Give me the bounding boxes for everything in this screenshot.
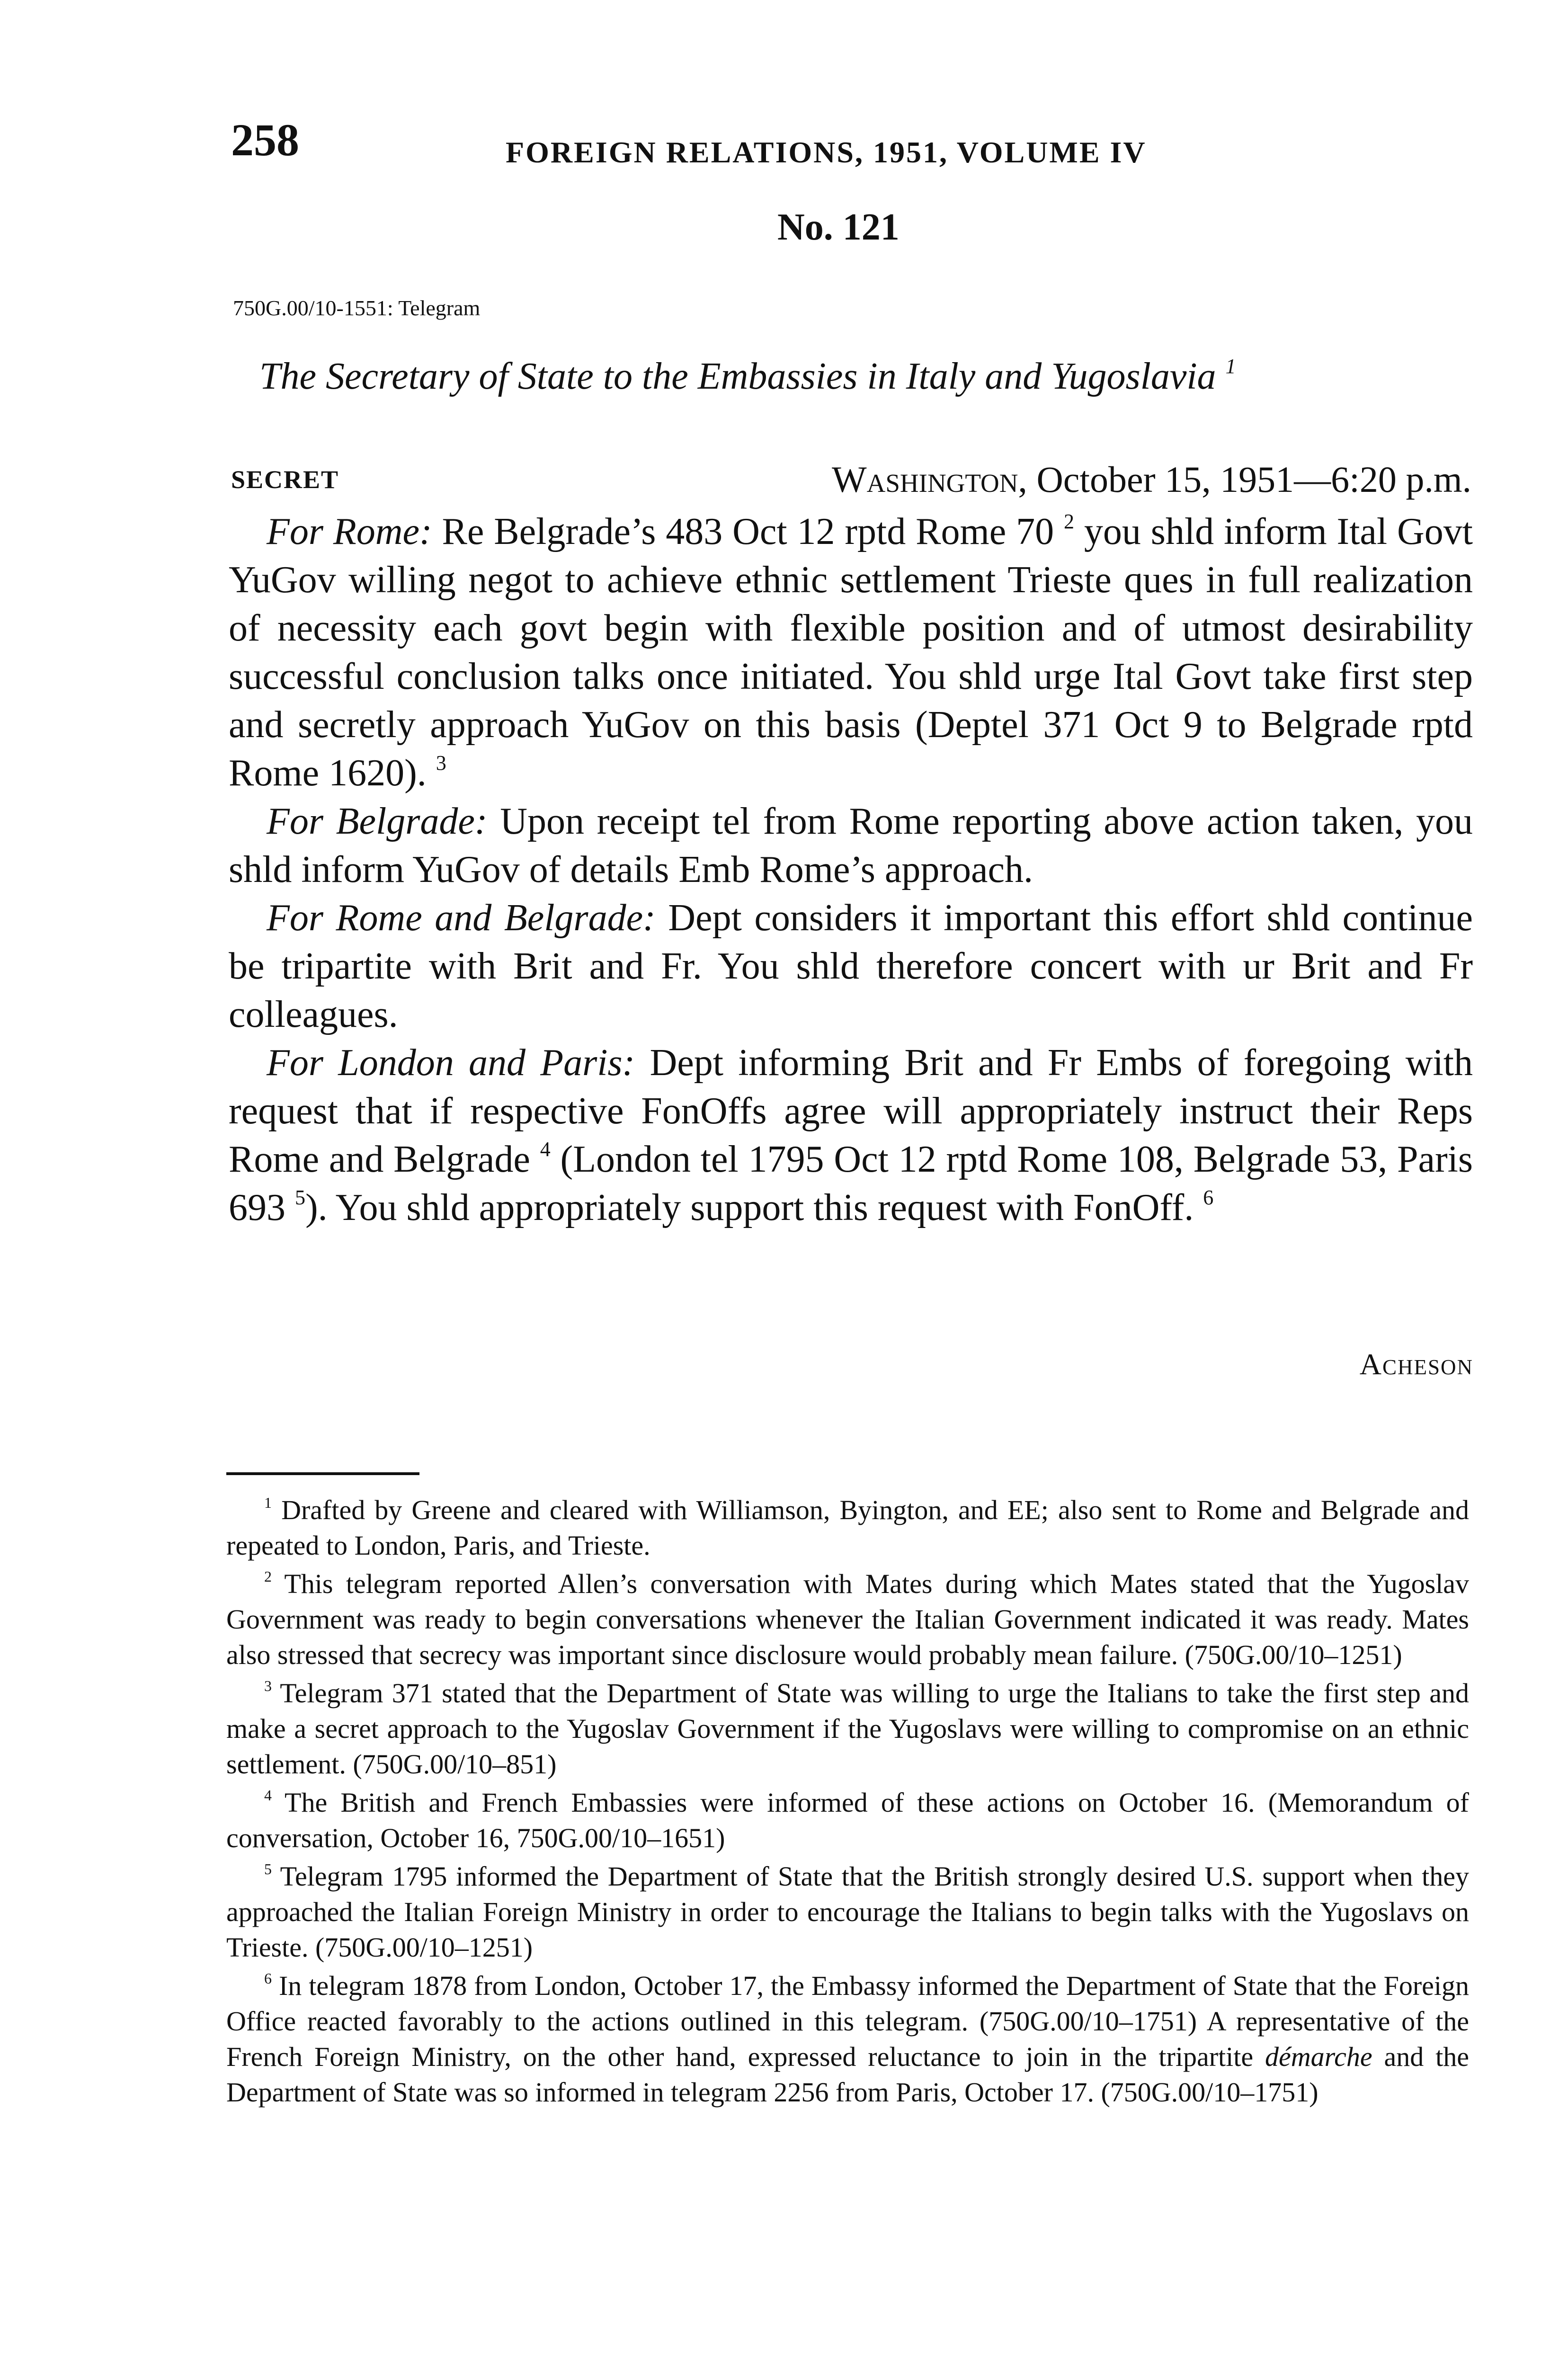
footnote (226, 1675, 1469, 1782)
volume-title: FOREIGN RELATIONS, 1951, VOLUME IV (506, 135, 1147, 169)
paragraph-text: Dept considers it important this effort shld continue be tripartite with Brit and Fr. You shld therefore concert with ur Brit and Fr colleagues. (229, 897, 1473, 1035)
page-number: 258 (231, 115, 299, 165)
footnote-text: Telegram 1795 informed the Department of State that the British strongly desired U.S. support when they approached the Italian Foreign Ministry in order to encourage the Italians to begin talks with the Yugoslavs on Trieste. (750G.00/10–1251) (226, 1861, 1470, 1963)
document-heading (259, 357, 1236, 395)
running-head (231, 117, 1471, 184)
paragraph-rome-belgrade (229, 894, 1473, 1039)
footnote-number: 1 (264, 1495, 272, 1512)
paragraph-rome (229, 507, 1473, 797)
footnote-ref-6: 6 (1203, 1186, 1214, 1209)
footnote (226, 1566, 1469, 1673)
document-number: No. 121 (777, 206, 900, 248)
footnote-text: The British and French Embassies were informed of these actions on October 16. (Memorandum of conversation, October 16, 750G.00/10–1651) (226, 1787, 1469, 1853)
footnote-number: 6 (264, 1970, 272, 1987)
footnote-ref-1: 1 (1225, 355, 1236, 378)
footnote (226, 1785, 1469, 1856)
footnote-number: 3 (264, 1678, 272, 1695)
footnote-term: démarche (1265, 2041, 1372, 2072)
footnote-ref-2: 2 (1063, 510, 1074, 533)
footnote-ref-4: 4 (540, 1138, 551, 1161)
paragraph-text: Upon receipt tel from Rome reporting above action taken, you shld inform YuGov of details Emb Rome’s approach. (229, 801, 1473, 890)
paragraph-text: Re Belgrade’s 483 Oct 12 rptd Rome 70 (442, 511, 1054, 552)
classification-label: SECRET (231, 465, 339, 494)
paragraph-text: ). You shld appropriately support this request with FonOff. (305, 1187, 1194, 1228)
footnote-text: This telegram reported Allen’s conversation with Mates during which Mates stated that the Yugoslav Government was ready to begin conversations whenever the Italian Government indicated it was ready. Mates also stressed that secrecy was important since disclosure would probably mean failure. (750G.00/10–1251) (226, 1568, 1470, 1670)
date-time: October 15, 1951—6:20 p.m. (1036, 459, 1471, 500)
signature: Acheson (1359, 1347, 1473, 1381)
footnote-text: Drafted by Greene and cleared with Williamson, Byington, and EE; also sent to Rome and Belgrade and repeated to London, Paris, and Trieste. (226, 1495, 1469, 1561)
footnote-ref-5: 5 (295, 1186, 305, 1209)
footnote (226, 1968, 1469, 2110)
telegram-body (229, 507, 1473, 1232)
footnotes (226, 1492, 1469, 2113)
paragraph-text: (London tel 1795 Oct 12 rptd Rome 108, Belgrade 53, Paris 693 (229, 1139, 1473, 1228)
footnote (226, 1492, 1469, 1563)
dateline (231, 458, 1471, 501)
footnote-text: and the Department of State was so informed in telegram 2256 from Paris, October 17. (750G.00/10–1751) (226, 2041, 1470, 2108)
footnote-number: 2 (264, 1568, 272, 1585)
paragraph-belgrade (229, 797, 1473, 894)
paragraph-text: you shld inform Ital Govt YuGov willing negot to achieve ethnic settlement Trieste ques in full realization of necessity each govt begin with flexible position and of utmost desirability successful conclusion talks once initiated. You shld urge Ital Govt take first step and secretly approach YuGov on this basis (Deptel 371 Oct 9 to Belgrade rptd Rome 1620). (229, 511, 1473, 794)
paragraph-lead: For Belgrade: (267, 801, 488, 842)
footnote-divider (226, 1472, 419, 1475)
footnote (226, 1859, 1469, 1965)
footnote-ref-3: 3 (436, 751, 446, 774)
footnote-text: Telegram 371 stated that the Department of State was willing to urge the Italians to take the first step and make a secret approach to the Yugoslav Government if the Yugoslavs were willing to compromise on an ethnic settlement. (750G.00/10–851) (226, 1678, 1469, 1780)
footnote-text: In telegram 1878 from London, October 17, the Embassy informed the Department of State that the Foreign Office reacted favorably to the actions outlined in this telegram. (750G.00/10–1751) A representative of the French Foreign Ministry, on the other hand, expressed reluctance to join in the tripartite (226, 1970, 1470, 2072)
place-date (832, 458, 1471, 501)
file-reference: 750G.00/10-1551: Telegram (233, 296, 481, 320)
paragraph-lead: For Rome and Belgrade: (267, 897, 656, 939)
footnote-number: 5 (264, 1861, 272, 1878)
paragraph-lead: For London and Paris: (267, 1042, 635, 1084)
document-heading-text: The Secretary of State to the Embassies in Italy and Yugoslavia (259, 356, 1216, 397)
paragraph-text: Dept informing Brit and Fr Embs of foregoing with request that if respective FonOffs agree will appropriately instruct their Reps Rome and Belgrade (229, 1042, 1473, 1180)
paragraph-lead: For Rome: (267, 511, 432, 552)
footnote-number: 4 (264, 1787, 272, 1804)
paragraph-london-paris (229, 1039, 1473, 1232)
place: Washington, (831, 459, 1027, 500)
